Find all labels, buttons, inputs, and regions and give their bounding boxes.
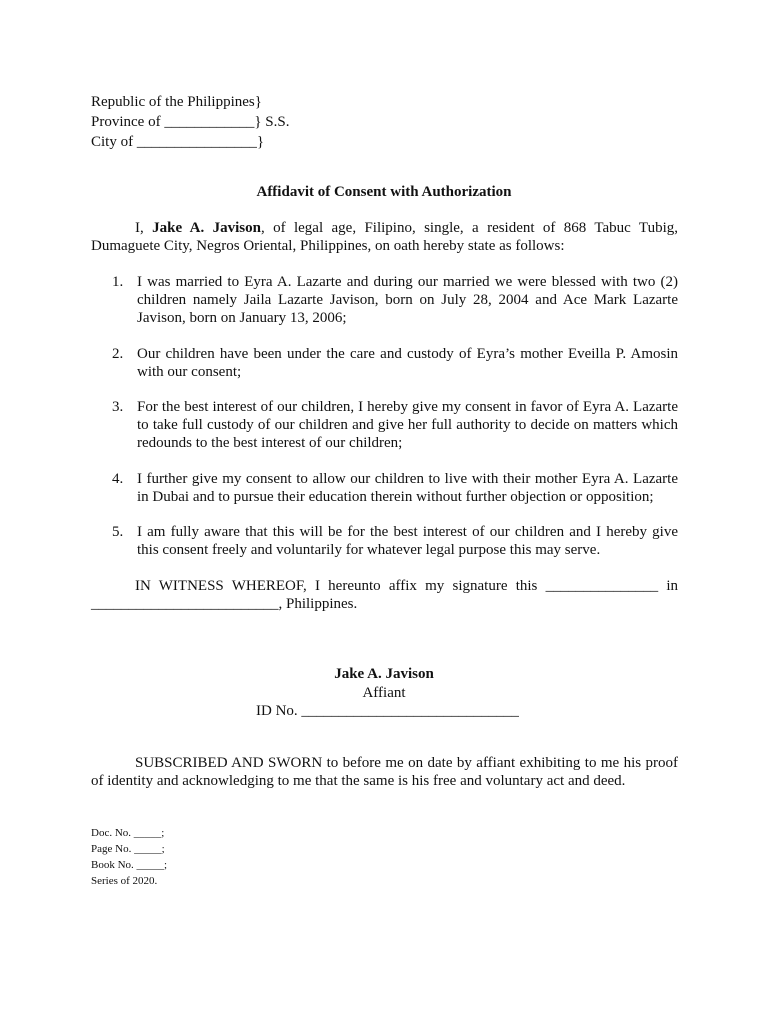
list-item-number: 4. — [112, 471, 124, 487]
doc-number: Doc. No. _____; — [91, 827, 165, 839]
list-item-text: For the best interest of our children, I hereby give my consent in favor of Eyra A. Lazarte to take full custody of our children and give her full authority to decide on matters which redounds to the best interest of our children; — [137, 399, 678, 451]
list-item-number: 2. — [112, 346, 124, 362]
list-item-text: I am fully aware that this will be for the best interest of our children and I hereby give this consent freely and voluntarily for whatever legal purpose this may serve. — [137, 524, 678, 558]
document-title: Affidavit of Consent with Authorization — [256, 184, 512, 200]
list-item-number: 1. — [112, 274, 124, 290]
header-city: City of ________________} — [91, 134, 265, 150]
list-item — [112, 523, 678, 559]
list-item — [112, 345, 678, 381]
list-item-text: I further give my consent to allow our children to live with their mother Eyra A. Lazarte in Dubai and to pursue their education therein without further objection or opposition; — [137, 471, 678, 505]
notarial-register — [91, 825, 167, 889]
list-item-text: I was married to Eyra A. Lazarte and during our married we were blessed with two (2) children namely Jaila Lazarte Javison, born on July 28, 2004 and Ace Mark Lazarte Javison, born on January 13, 2006; — [137, 274, 678, 326]
witness-paragraph: IN WITNESS WHEREOF, I hereunto affix my signature this _______________ in _________________________, Philippines. — [91, 578, 678, 612]
list-item — [112, 398, 678, 452]
jurat-paragraph: SUBSCRIBED AND SWORN to before me on date by affiant exhibiting to me his proof of identity and acknowledging to me that the same is his free and voluntary act and deed. — [91, 755, 678, 789]
signatory-name: Jake A. Javison — [334, 666, 434, 682]
intro-rest: , of legal age, Filipino, single, a resident of 868 Tabuc Tubig, Dumaguete City, Negros Oriental, Philippines, on oath hereby state as follows: — [91, 220, 678, 254]
book-number: Book No. _____; — [91, 859, 168, 871]
id-number-line: ID No. _____________________________ — [256, 703, 519, 719]
list-item-number: 5. — [112, 524, 124, 540]
page-number: Page No. _____; — [91, 843, 165, 855]
affiant-name-inline: Jake A. Javison — [152, 220, 261, 236]
list-item-number: 3. — [112, 399, 124, 415]
list-item-text: Our children have been under the care and custody of Eyra’s mother Eveilla P. Amosin with our consent; — [137, 346, 678, 380]
header-province: Province of ____________} S.S. — [91, 114, 290, 130]
venue-header — [91, 93, 289, 153]
signatory-role: Affiant — [362, 685, 406, 701]
list-item — [112, 273, 678, 327]
header-republic: Republic of the Philippines} — [91, 94, 262, 110]
series-year: Series of 2020. — [91, 875, 158, 887]
intro-paragraph — [91, 219, 678, 255]
intro-prefix: I, — [135, 220, 153, 236]
list-item — [112, 470, 678, 506]
